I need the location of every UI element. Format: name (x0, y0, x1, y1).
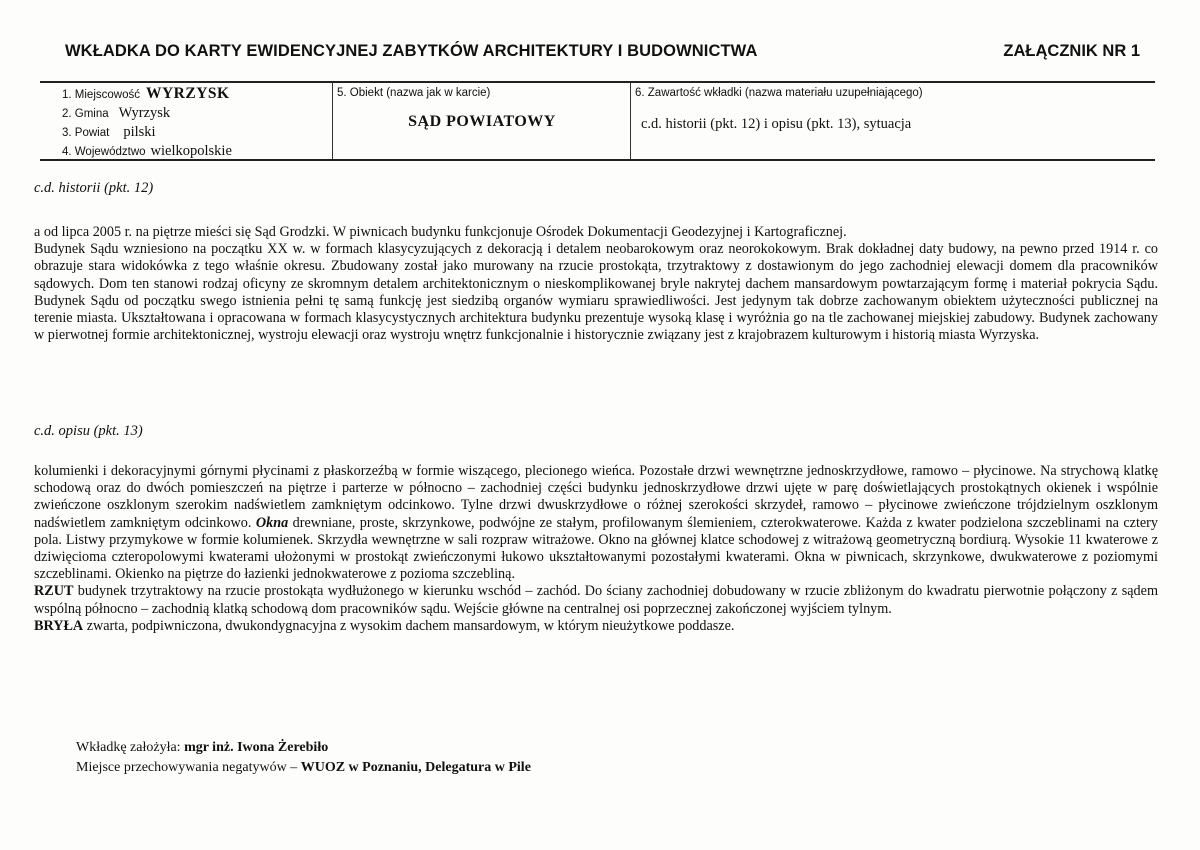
author-line (76, 740, 328, 756)
plan-term: RZUT (34, 583, 74, 600)
windows-term: Okna (255, 514, 289, 531)
author-name: mgr inż. Iwona Żerebiło (184, 740, 329, 755)
province-value: wielkopolskie (150, 143, 232, 159)
mass-term: BRYŁA (34, 617, 84, 634)
storage-label: Miejsce przechowywania negatywów – (76, 760, 301, 775)
province-row (62, 142, 232, 160)
contents-value: c.d. historii (pkt. 12) i opisu (pkt. 13), sytuacja (641, 116, 912, 132)
contents-label: 6. Zawartość wkładki (nazwa materiału uzupełniającego) (635, 87, 923, 99)
commune-value: Wyrzysk (118, 105, 171, 121)
author-label: Wkładkę założyła: (76, 740, 185, 755)
storage-line (76, 760, 531, 776)
county-row (62, 123, 156, 141)
history-paragraph: a od lipca 2005 r. na piętrze mieści się Sąd Grodzki. W piwnicach budynku funkcjonuje Ośrodek Dokumentacji Geodezyjnej i Kartograficznej. (34, 224, 847, 240)
mass-text: zwarta, podpiwniczona, dwukondygnacyjna z wysokim dachem mansardowym, w którym nieużytkowe poddasze. (83, 617, 735, 634)
history-heading: c.d. historii (pkt. 12) (34, 180, 154, 196)
storage-value: WUOZ w Poznaniu, Delegatura w Pile (300, 760, 531, 775)
description-text-b: drewniane, proste, skrzynkowe, podwójne ze stałym, profilowanym ślemieniem, czterokwaterowe. Każda z kwater podzielona szczeblinami na cztery pola. Listwy przymykowe w formie kolumienek. Skrzydła wewnętrzne w sali rozpraw witrażowe. Okno na głównej klatce schodowej z witrażową geometryczną bordiurą. Wysokie 11 kwaterowe z dziwięcioma czteropolowymi kwaterami ułożonymi w prostokąt zwieńczonymi łukowo ukształtowanymi pozostałymi kwaterami. Okna w piwnicach, skrzynkowe, dwukwaterowe z poziomymi szczeblinami. Okienko na piętrze do łazienki jednokwaterowe z pozioma szczebliną. (34, 514, 1158, 583)
town-label: 1. Miejscowość (62, 89, 140, 101)
info-table (40, 81, 1155, 161)
county-value: pilski (123, 124, 156, 140)
town-value: WYRZYSK (145, 85, 230, 102)
mass-paragraph (34, 618, 1158, 635)
description-text (34, 463, 1158, 635)
object-cell (332, 83, 631, 159)
history-paragraph: Budynek Sądu wzniesiono na początku XX w. w formach klasycyzujących z dekoracją i detalem neobarokowym oraz neorokokowym. Brak dokładnej daty budowy, na pewno przed 1914 r. co obrazuje stara widokówka z tego właśnie okresu. Zbudowany został jako murowany na rzucie prostokąta, trzytraktowy z dostawionym do jego zachodniej elewacji domem dla pracowników sądowych. Dom ten stanowi rodzaj oficyny ze skromnym detalem architektonicznym o nieskomplikowanej bryle nakrytej dachem mansardowym powtarzającym formę i materiał pokrycia Sądu. Budynek Sądu od początku swego istnienia pełni tę samą funkcję jest siedzibą organów wymiaru sprawiedliwości. Jest jedynym tak dobrze zachowanym obiektem użyteczności publicznej na terenie miasta. Ukształtowana i opracowana w formach klasycystycznych architektura budynku prezentuje wysoką klasę i wyróżnia go na tle zachowanej miejskiej zabudowy. Budynek zachowany w pierwotnej formie architektonicznej, wystroju elewacji oraz wystroju wnętrz funkcjonalnie i historycznie związany jest z krajobrazem kulturowym i historią miasta Wyrzyska. (34, 241, 1158, 344)
annex-number: ZAŁĄCZNIK NR 1 (1003, 42, 1140, 60)
commune-label: 2. Gmina (62, 108, 109, 120)
object-label: 5. Obiekt (nazwa jak w karcie) (337, 87, 491, 99)
description-paragraph (34, 463, 1158, 583)
province-label: 4. Województwo (62, 146, 146, 158)
county-label: 3. Powiat (62, 127, 110, 139)
description-heading: c.d. opisu (pkt. 13) (34, 423, 143, 439)
plan-paragraph (34, 583, 1158, 617)
document-title: WKŁADKA DO KARTY EWIDENCYJNEJ ZABYTKÓW ARCHITEKTURY I BUDOWNICTWA (65, 42, 758, 60)
commune-row (62, 104, 170, 122)
history-text (34, 224, 1158, 344)
plan-text: budynek trzytraktowy na rzucie prostokąta wydłużonego w kierunku wschód – zachód. Do ściany zachodniej dobudowany w rzucie zbliżonym do kwadratu pierwotnie połączony z sądem wspólną północno – zachodnią klatką schodową dom pracowników sądu. Wejście główne na centralnej osi poprzecznej zakończonej wyjściem tylnym. (34, 583, 1158, 617)
description-text-a: kolumienki i dekoracyjnymi górnymi płycinami z płaskorzeźbą w formie wiszącego, plecionego wieńca. Pozostałe drzwi wewnętrzne jednoskrzydłowe, ramowo – płycinowe. Na strychową klatkę schodową oraz do dwóch pomieszczeń na piętrze i parterze w północno – zachodniej części budynku jednoskrzydłowe drzwi ujęte w parę doświetlających prostokątnych okienek i wspólnie zwieńczone oszklonym szerokim nadświetlem zamkniętym odcinkowo. Tylne drzwi dwuskrzydłowe o różnej szerokości skrzydeł, ramowo – płycinowe zwieńczone trójdzielnym oszklonym nadświetlem zamkniętym odcinkowo. (34, 463, 1158, 531)
object-value: SĄD POWIATOWY (408, 113, 556, 130)
town-row (62, 85, 230, 103)
location-cell (40, 83, 332, 159)
contents-cell (630, 83, 1155, 159)
